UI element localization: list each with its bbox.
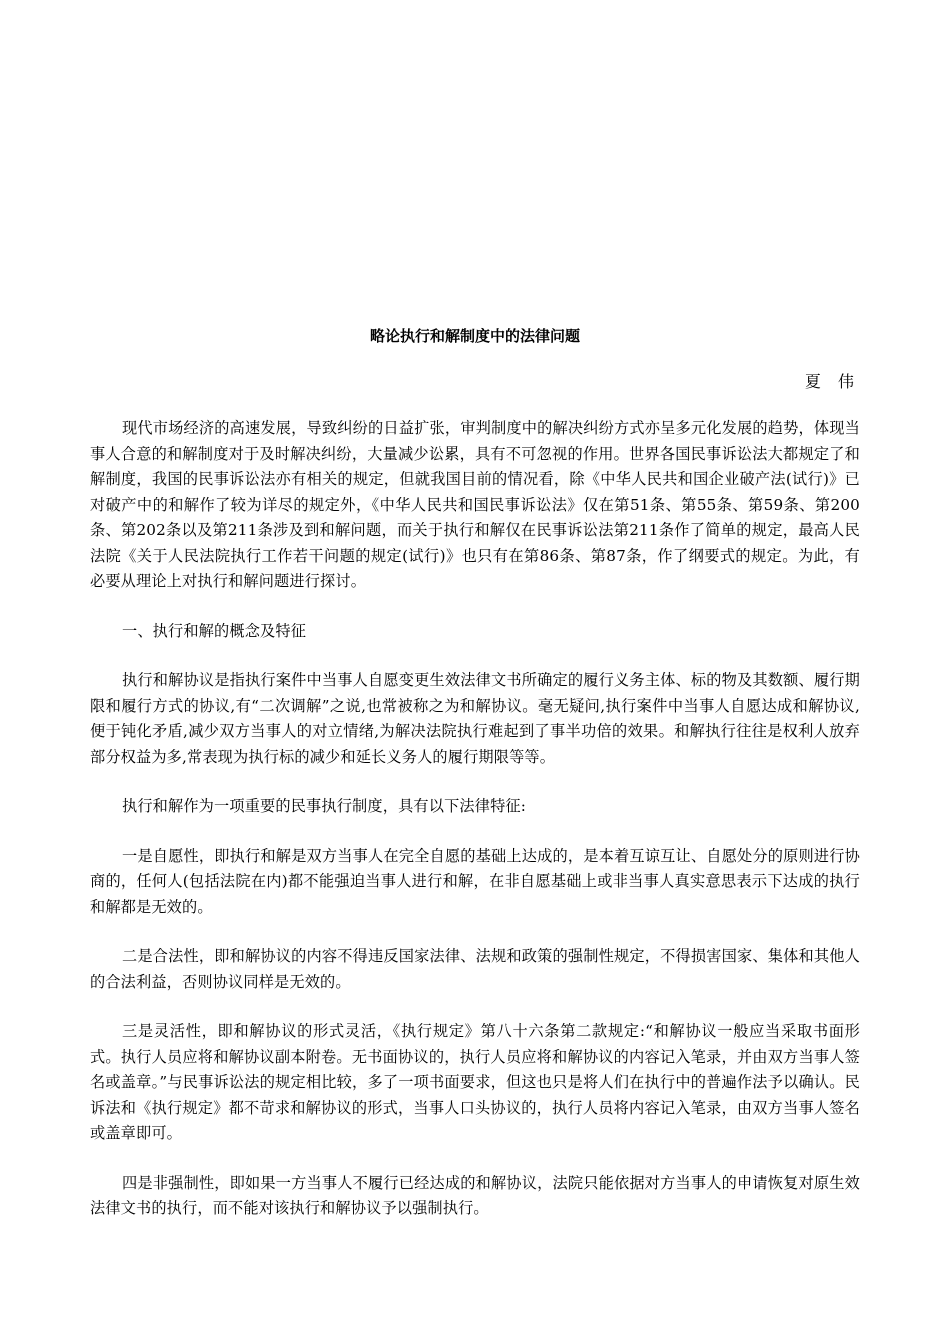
document-page bbox=[90, 0, 860, 1344]
author-name: 夏 伟 bbox=[804, 372, 860, 391]
document-body bbox=[90, 416, 860, 1246]
paragraph-features-intro: 执行和解作为一项重要的民事执行制度，具有以下法律特征: bbox=[122, 797, 527, 815]
paragraph-non-compulsory: 四是非强制性，即如果一方当事人不履行已经达成的和解协议，法院只能依据对方当事人的申请恢复对原生效法律文书的执行，而不能对该执行和解协议予以强制执行。 bbox=[90, 1173, 860, 1217]
document-title: 略论执行和解制度中的法律问题 bbox=[369, 327, 580, 345]
paragraph-voluntariness: 一是自愿性，即执行和解是双方当事人在完全自愿的基础上达成的，是本着互谅互让、自愿处分的原则进行协商的，任何人(包括法院在内)都不能强迫当事人进行和解，在非自愿基础上或非当事人真实意思表示下达成的执行和解都是无效的。 bbox=[90, 846, 860, 916]
paragraph-legality: 二是合法性，即和解协议的内容不得违反国家法律、法规和政策的强制性规定，不得损害国家、集体和其他人的合法利益，否则协议同样是无效的。 bbox=[90, 947, 860, 991]
paragraph-intro: 现代市场经济的高速发展，导致纠纷的日益扩张，审判制度中的解决纠纷方式亦呈多元化发展的趋势，体现当事人合意的和解制度对于及时解决纠纷，大量减少讼累，具有不可忽视的作用。世界各国民事诉讼法大都规定了和解制度，我国的民事诉讼法亦有相关的规定，但就我国目前的情况看，除《中华人民共和国企业破产法(试行)》已对破产中的和解作了较为详尽的规定外，《中华人民共和国民事诉讼法》仅在第51条、第55条、第59条、第200条、第202条以及第211条涉及到和解问题，而关于执行和解仅在民事诉讼法第211条作了简单的规定，最高人民法院《关于人民法院执行工作若干问题的规定(试行)》也只有在第86条、第87条，作了纲要式的规定。为此，有必要从理论上对执行和解问题进行探讨。 bbox=[90, 419, 860, 590]
section-heading: 一、执行和解的概念及特征 bbox=[122, 621, 307, 640]
paragraph-flexibility: 三是灵活性，即和解协议的形式灵活，《执行规定》第八十六条第二款规定:“和解协议一般应当采取书面形式。执行人员应将和解协议副本附卷。无书面协议的，执行人员应将和解协议的内容记入笔录，并由双方当事人签名或盖章。”与民事诉讼法的规定相比较，多了一项书面要求，但这也只是将人们在执行中的普遍作法予以确认。民诉法和《执行规定》都不苛求和解协议的形式，当事人口头协议的，执行人员将内容记入笔录，由双方当事人签名或盖章即可。 bbox=[90, 1022, 860, 1142]
paragraph-definition: 执行和解协议是指执行案件中当事人自愿变更生效法律文书所确定的履行义务主体、标的物及其数额、履行期限和履行方式的协议,有“二次调解”之说,也常被称之为和解协议。毫无疑问,执行案件中当事人自愿达成和解协议,便于钝化矛盾,减少双方当事人的对立情绪,为解决法院执行难起到了事半功倍的效果。和解执行往往是权利人放弃部分权益为多,常表现为执行标的减少和延长义务人的履行期限等等。 bbox=[90, 671, 860, 766]
